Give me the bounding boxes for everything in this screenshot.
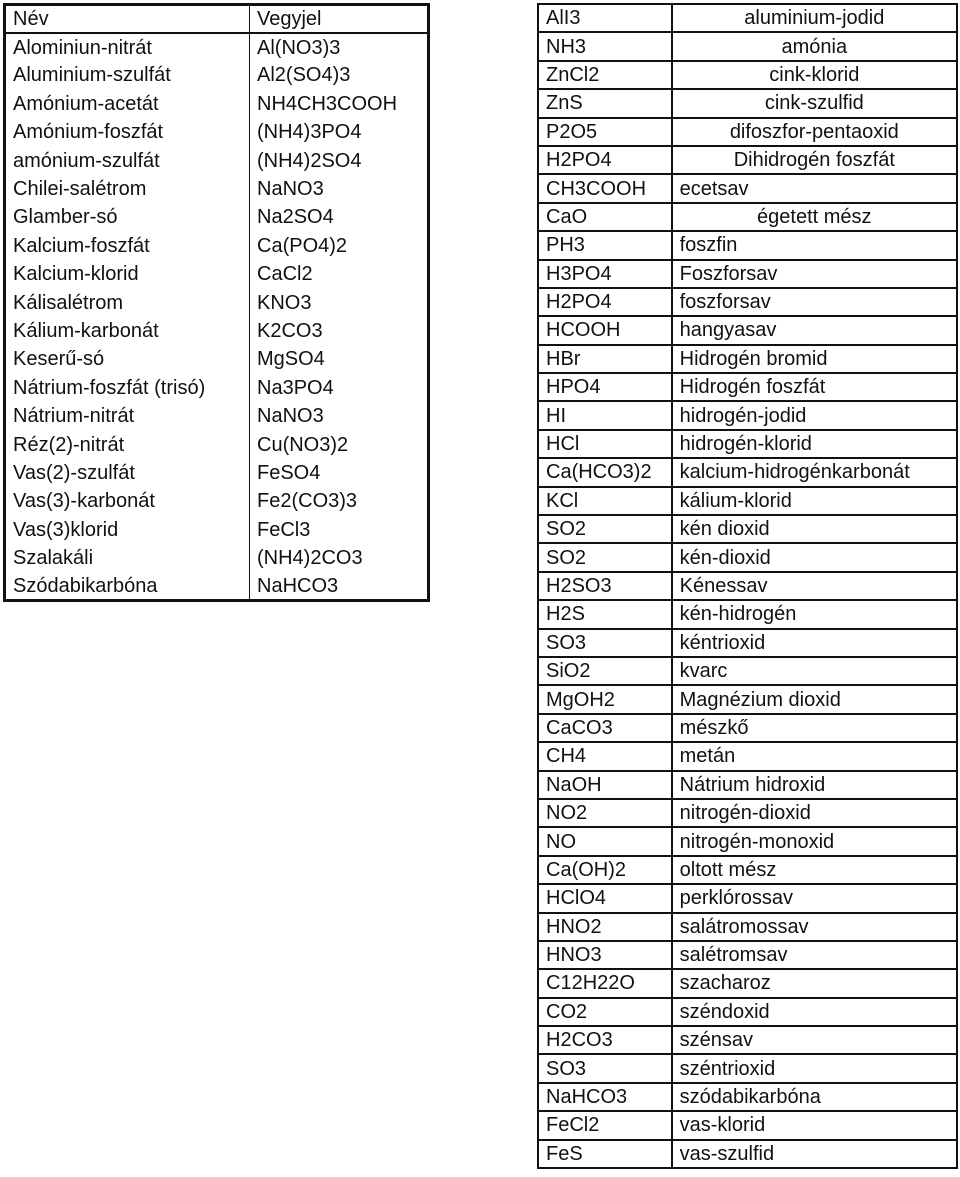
table-row	[538, 146, 957, 174]
compound-name-cell: Kalcium-foszfát	[5, 232, 250, 260]
formula-cell: HNO3	[538, 941, 672, 969]
compound-name-cell: kálium-klorid	[672, 487, 957, 515]
table-row	[538, 231, 957, 259]
formula-cell: FeS	[538, 1140, 672, 1168]
table-row	[538, 4, 957, 32]
table-row	[538, 174, 957, 202]
table-row	[538, 118, 957, 146]
compound-name-cell: Alominiun-nitrát	[5, 33, 250, 61]
table-row	[5, 402, 429, 430]
formula-cell: HBr	[538, 345, 672, 373]
formula-cell: CH4	[538, 742, 672, 770]
table-row	[538, 913, 957, 941]
compound-name-cell: Dihidrogén foszfát	[672, 146, 957, 174]
formula-cell: CaCO3	[538, 714, 672, 742]
compound-symbol-cell: (NH4)2SO4	[257, 149, 362, 172]
compound-name-cell: kén-dioxid	[672, 543, 957, 571]
formula-names-table	[537, 3, 958, 1169]
compound-name-cell: nitrogén-dioxid	[672, 799, 957, 827]
formula-cell: HNO2	[538, 913, 672, 941]
table-row	[538, 61, 957, 89]
formula-cell: KCl	[538, 487, 672, 515]
table-row	[538, 969, 957, 997]
table-row	[538, 345, 957, 373]
compound-name-cell: amónium-szulfát	[5, 146, 250, 174]
table-row	[5, 203, 429, 231]
compound-name-cell: Keserű-só	[5, 345, 250, 373]
compound-name-cell: foszforsav	[672, 288, 957, 316]
compound-name-cell: kalcium-hidrogénkarbonát	[672, 458, 957, 486]
compound-name-cell: Amónium-acetát	[5, 90, 250, 118]
table-row	[538, 89, 957, 117]
table-row	[538, 543, 957, 571]
table-row	[538, 487, 957, 515]
compound-name-cell: Aluminium-szulfát	[5, 61, 250, 89]
compound-name-cell: Kalcium-klorid	[5, 260, 250, 288]
table-row	[538, 742, 957, 770]
compound-name-cell: hangyasav	[672, 316, 957, 344]
compound-name-cell: Hidrogén foszfát	[672, 373, 957, 401]
formula-cell: C12H22O	[538, 969, 672, 997]
compound-name-cell: Glamber-só	[5, 203, 250, 231]
table-row	[538, 1140, 957, 1168]
compound-symbol-cell: NaHCO3	[257, 574, 339, 597]
compound-name-cell: Vas(2)-szulfát	[5, 459, 250, 487]
formula-cell: NO	[538, 827, 672, 855]
compound-symbol-cell: KNO3	[257, 291, 312, 314]
table-row	[5, 90, 429, 118]
compound-name-cell: cink-szulfid	[672, 89, 957, 117]
compound-name-cell: Nátrium hidroxid	[672, 771, 957, 799]
table-row	[538, 572, 957, 600]
table-row	[5, 374, 429, 402]
table-row	[5, 430, 429, 458]
table-row	[538, 941, 957, 969]
compound-name-cell: Szódabikarbóna	[5, 572, 250, 600]
compound-name-cell: Kénessav	[672, 572, 957, 600]
compound-symbol-cell: FeCl3	[257, 518, 311, 541]
compound-symbol-cell: Cu(NO3)2	[257, 433, 349, 456]
table-row	[5, 175, 429, 203]
table-row	[5, 572, 429, 600]
compound-name-cell: salétromsav	[672, 941, 957, 969]
formula-cell: PH3	[538, 231, 672, 259]
formula-cell: SO2	[538, 543, 672, 571]
compound-name-cell: mészkő	[672, 714, 957, 742]
table-row	[538, 316, 957, 344]
compound-name-cell: Nátrium-nitrát	[5, 402, 250, 430]
table-row	[5, 345, 429, 373]
formula-cell: MgOH2	[538, 685, 672, 713]
formula-cell: Ca(HCO3)2	[538, 458, 672, 486]
compound-name-cell: égetett mész	[672, 203, 957, 231]
formula-cell: HCl	[538, 430, 672, 458]
table-row	[538, 288, 957, 316]
compound-name-cell: oltott mész	[672, 856, 957, 884]
compound-symbol-cell: Na3PO4	[257, 376, 334, 399]
formula-cell: SO3	[538, 629, 672, 657]
table-row	[538, 657, 957, 685]
compound-name-cell: amónia	[672, 32, 957, 60]
compound-name-cell: kvarc	[672, 657, 957, 685]
compound-name-cell: Chilei-salétrom	[5, 175, 250, 203]
formula-cell: CaO	[538, 203, 672, 231]
formula-cell: SO2	[538, 515, 672, 543]
compound-symbol-cell: Al(NO3)3	[257, 36, 341, 59]
table-row	[538, 884, 957, 912]
compound-name-cell: Kálium-karbonát	[5, 317, 250, 345]
formula-cell: H2PO4	[538, 288, 672, 316]
compound-name-cell: Amónium-foszfát	[5, 118, 250, 146]
table-row	[5, 61, 429, 89]
table-row	[538, 629, 957, 657]
formula-cell: NaHCO3	[538, 1083, 672, 1111]
compound-symbol-cell: K2CO3	[257, 319, 323, 342]
compound-symbol-cell: NaNO3	[257, 405, 324, 428]
table-row	[538, 515, 957, 543]
compound-name-cell: vas-klorid	[672, 1111, 957, 1139]
table-row	[538, 600, 957, 628]
formula-cell: AlI3	[538, 4, 672, 32]
table-row	[538, 430, 957, 458]
compound-symbol-cell: CaCl2	[257, 263, 313, 286]
table-row	[538, 1083, 957, 1111]
formula-cell: H3PO4	[538, 260, 672, 288]
header-name: Név	[5, 5, 250, 33]
formula-cell: Ca(OH)2	[538, 856, 672, 884]
formula-cell: NH3	[538, 32, 672, 60]
formula-cell: CH3COOH	[538, 174, 672, 202]
table-row	[5, 487, 429, 515]
formula-names-table-body	[538, 4, 957, 1168]
formula-cell: ZnS	[538, 89, 672, 117]
compound-name-cell: széntrioxid	[672, 1054, 957, 1082]
formula-cell: H2CO3	[538, 1026, 672, 1054]
table-row	[5, 232, 429, 260]
formula-cell: H2SO3	[538, 572, 672, 600]
compound-name-cell: szénsav	[672, 1026, 957, 1054]
table-row	[538, 685, 957, 713]
table-row	[538, 260, 957, 288]
table-row	[538, 458, 957, 486]
compound-symbol-cell: NaNO3	[257, 178, 324, 201]
compound-name-cell: aluminium-jodid	[672, 4, 957, 32]
table-row	[5, 544, 429, 572]
table-row	[538, 373, 957, 401]
formula-cell: H2PO4	[538, 146, 672, 174]
compound-symbol-cell: MgSO4	[257, 348, 325, 371]
table-row	[5, 146, 429, 174]
compound-name-cell: Vas(3)klorid	[5, 516, 250, 544]
compound-symbol-cell: NH4CH3COOH	[257, 92, 398, 115]
table-row	[5, 118, 429, 146]
compound-symbol-cell: Na2SO4	[257, 206, 334, 229]
table-row	[5, 459, 429, 487]
compound-names-table	[3, 3, 430, 602]
formula-cell: NO2	[538, 799, 672, 827]
table-row	[5, 33, 429, 61]
compound-symbol-cell: Fe2(CO3)3	[257, 490, 358, 513]
compound-name-cell: kén dioxid	[672, 515, 957, 543]
formula-cell: HPO4	[538, 373, 672, 401]
compound-name-cell: szódabikarbóna	[672, 1083, 957, 1111]
formula-cell: NaOH	[538, 771, 672, 799]
table-row	[538, 401, 957, 429]
table-row	[538, 1111, 957, 1139]
table-row	[538, 32, 957, 60]
table-row	[538, 827, 957, 855]
compound-name-cell: Vas(3)-karbonát	[5, 487, 250, 515]
compound-symbol-cell: Ca(PO4)2	[257, 234, 348, 257]
compound-name-cell: foszfin	[672, 231, 957, 259]
compound-name-cell: ecetsav	[672, 174, 957, 202]
formula-cell: ZnCl2	[538, 61, 672, 89]
formula-cell: HCOOH	[538, 316, 672, 344]
compound-name-cell: difoszfor-pentaoxid	[672, 118, 957, 146]
table-header-row	[5, 5, 429, 33]
table-row	[538, 1054, 957, 1082]
compound-name-cell: Magnézium dioxid	[672, 685, 957, 713]
compound-name-cell: cink-klorid	[672, 61, 957, 89]
compound-name-cell: nitrogén-monoxid	[672, 827, 957, 855]
formula-cell: HClO4	[538, 884, 672, 912]
table-row	[538, 799, 957, 827]
compound-name-cell: Kálisalétrom	[5, 288, 250, 316]
formula-cell: CO2	[538, 998, 672, 1026]
formula-cell: SO3	[538, 1054, 672, 1082]
table-row	[538, 856, 957, 884]
compound-name-cell: vas-szulfid	[672, 1140, 957, 1168]
compound-name-cell: metán	[672, 742, 957, 770]
compound-names-table-body	[5, 5, 429, 601]
table-row	[5, 516, 429, 544]
compound-symbol-cell: (NH4)3PO4	[257, 121, 362, 144]
compound-name-cell: Szalakáli	[5, 544, 250, 572]
compound-name-cell: hidrogén-klorid	[672, 430, 957, 458]
table-row	[5, 260, 429, 288]
formula-cell: H2S	[538, 600, 672, 628]
table-row	[5, 288, 429, 316]
table-row	[538, 1026, 957, 1054]
compound-symbol-cell: Al2(SO4)3	[257, 64, 351, 87]
table-row	[538, 714, 957, 742]
table-row	[5, 317, 429, 345]
compound-symbol-cell: FeSO4	[257, 461, 321, 484]
compound-name-cell: salátromossav	[672, 913, 957, 941]
compound-symbol-cell: (NH4)2CO3	[257, 547, 363, 570]
compound-name-cell: szacharoz	[672, 969, 957, 997]
formula-cell: FeCl2	[538, 1111, 672, 1139]
compound-name-cell: kén-hidrogén	[672, 600, 957, 628]
formula-cell: SiO2	[538, 657, 672, 685]
compound-name-cell: Nátrium-foszfát (trisó)	[5, 374, 250, 402]
formula-cell: P2O5	[538, 118, 672, 146]
compound-name-cell: kéntrioxid	[672, 629, 957, 657]
compound-name-cell: hidrogén-jodid	[672, 401, 957, 429]
compound-name-cell: perklórossav	[672, 884, 957, 912]
compound-name-cell: Réz(2)-nitrát	[5, 430, 250, 458]
table-row	[538, 998, 957, 1026]
compound-name-cell: Hidrogén bromid	[672, 345, 957, 373]
header-symbol: Vegyjel	[250, 5, 429, 33]
compound-name-cell: széndoxid	[672, 998, 957, 1026]
table-row	[538, 203, 957, 231]
table-row	[538, 771, 957, 799]
formula-cell: HI	[538, 401, 672, 429]
compound-name-cell: Foszforsav	[672, 260, 957, 288]
